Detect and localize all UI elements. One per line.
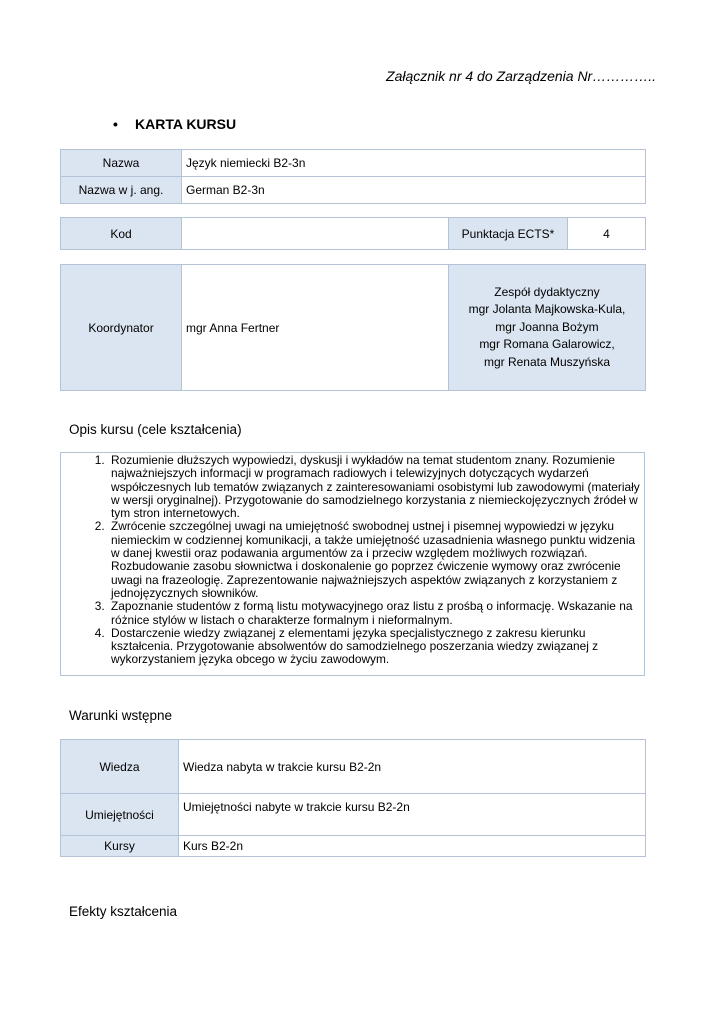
team-member: mgr Romana Galarowicz, (479, 337, 615, 352)
course-name-table (60, 149, 646, 204)
skills-value: Umiejętności nabyte w trakcie kursu B2-2n (179, 794, 646, 836)
description-item: 3. Zapoznanie studentów z formą listu motywacyjnego oraz listu z prośbą o informację. Wskazanie na różnice stylów w listach o charakterze formalnym i nieformalnym. (108, 600, 641, 627)
teaching-team (449, 265, 646, 391)
skills-label: Umiejętności (61, 794, 179, 836)
team-member: mgr Joanna Bożym (495, 319, 599, 334)
coordinator-table (60, 264, 646, 391)
description-list (61, 454, 644, 667)
coordinator-value: mgr Anna Fertner (182, 265, 449, 391)
team-member: mgr Jolanta Majkowska-Kula, (468, 302, 626, 317)
code-table (60, 217, 646, 250)
name-value: Język niemiecki B2-3n (182, 150, 646, 177)
prerequisites-table (60, 739, 646, 857)
team-member: mgr Renata Muszyńska (483, 354, 611, 369)
description-item: 4. Dostarczenie wiedzy związanej z elementami języka specjalistycznego z zakresu kierunku kształcenia. Przygotowanie absolwentów do samodzielnego poszerzania wiedzy związanej z wykorzystaniem języka obcego w życiu zawodowym. (108, 627, 641, 667)
ects-value: 4 (568, 218, 646, 250)
knowledge-value: Wiedza nabyta w trakcie kursu B2-2n (179, 740, 646, 794)
description-box (60, 452, 645, 676)
annex-reference: Załącznik nr 4 do Zarządzenia Nr………….. (386, 68, 656, 84)
card-heading (113, 116, 236, 132)
team-label: Zespół dydaktyczny (494, 284, 600, 299)
ects-label: Punktacja ECTS* (449, 218, 568, 250)
bullet-mark: • (113, 116, 118, 132)
name-label: Nazwa (61, 150, 182, 177)
prerequisites-title: Warunki wstępne (69, 708, 173, 723)
name-en-value: German B2-3n (182, 177, 646, 204)
description-title: Opis kursu (cele kształcenia) (69, 422, 242, 437)
description-item: 2. Zwrócenie szczególnej uwagi na umiejętność swobodnej ustnej i pisemnej wypowiedzi w języku niemieckim w codziennej komunikacji, a także umiejętność uzasadnienia własnego punktu widzenia w danej kwestii oraz podawania argumentów za i przeciw względem możliwych rozwiązań. Rozbudowanie zasobu słownictwa i doskonalenie go poprzez ćwiczenie wymowy oraz zwrócenie uwagi na frazeologię. Zaprezentowanie najważniejszych aspektów związanych z korzystaniem z jednojęzycznych słowników. (108, 520, 641, 600)
courses-label: Kursy (61, 836, 179, 857)
code-label: Kod (61, 218, 182, 250)
code-value (182, 218, 449, 250)
coordinator-label: Koordynator (61, 265, 182, 391)
description-item: 1. Rozumienie dłuższych wypowiedzi, dyskusji i wykładów na temat studentom znany. Rozumienie najważniejszych informacji w programach radiowych i telewizyjnych dotyczących wydarzeń współczesnych lub tematów związanych z zainteresowaniami osobistymi lub zawodowymi (materiały w wersji oryginalnej). Przygotowanie do samodzielnego korzystania z niemieckojęzycznych źródeł w tym stron internetowych. (108, 454, 641, 520)
card-title: KARTA KURSU (135, 116, 237, 132)
knowledge-label: Wiedza (61, 740, 179, 794)
outcomes-title: Efekty kształcenia (69, 904, 178, 919)
courses-value: Kurs B2-2n (179, 836, 646, 857)
name-en-label: Nazwa w j. ang. (61, 177, 182, 204)
